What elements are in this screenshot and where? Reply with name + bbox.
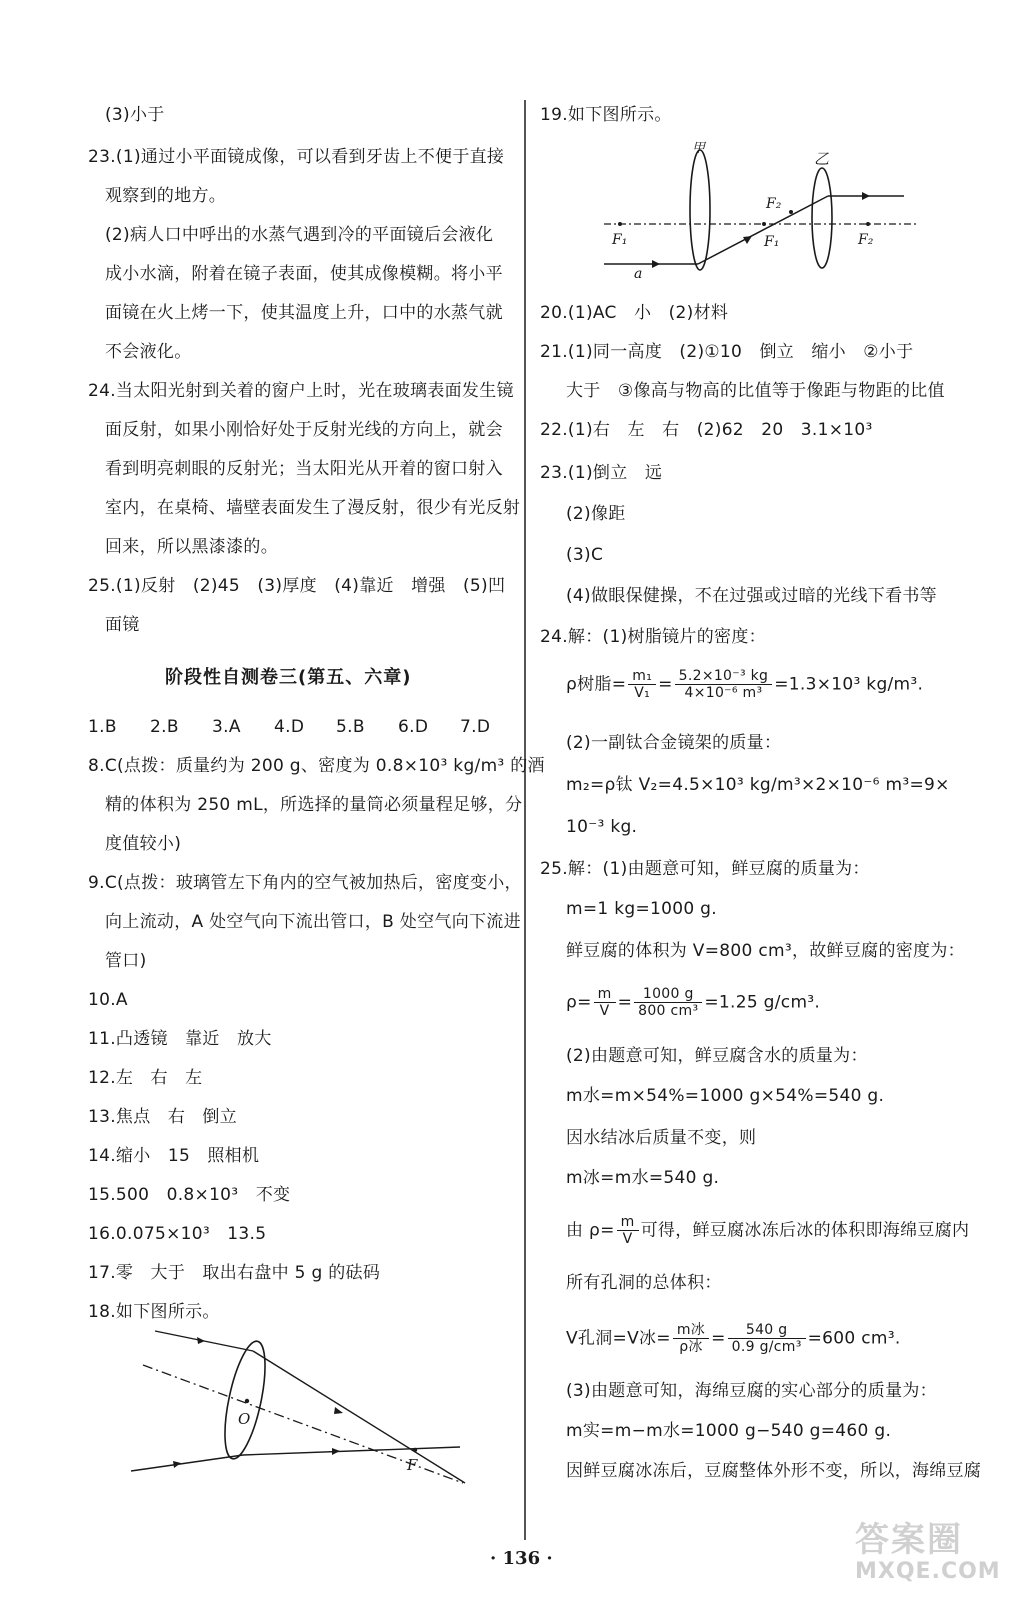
arrow-marker xyxy=(334,1407,343,1414)
focus-point xyxy=(762,222,766,226)
mcq-2: 2.B xyxy=(150,717,179,737)
mcq-6: 6.D xyxy=(398,717,429,737)
section-title: 阶段性自测卷三(第五、六章) xyxy=(165,667,412,688)
fraction-numerator: 1000 g xyxy=(634,986,702,1003)
label-f1-left: F₁ xyxy=(612,232,628,248)
figure-18-lens-diagram xyxy=(125,1325,470,1485)
fraction xyxy=(728,1322,806,1355)
answer-q17: 17.零 大于 取出右盘中 5 g 的砝码 xyxy=(88,1263,381,1283)
label-a: a xyxy=(634,266,643,282)
answer-line: 向上流动，A 处空气向下流出管口，B 处空气向下流进 xyxy=(105,912,521,932)
label-yi: 乙 xyxy=(814,150,830,168)
formula-lhs: V孔洞=V冰= xyxy=(566,1328,671,1349)
arrow-marker xyxy=(862,192,870,200)
ray-bottom xyxy=(131,1455,243,1471)
watermark-text: 答案圈 xyxy=(855,1520,963,1560)
answer-line: 因水结冰后质量不变，则 xyxy=(566,1128,757,1148)
answer-q24: 24.解：(1)树脂镜片的密度： xyxy=(540,627,766,647)
fraction-numerator: m xyxy=(594,986,616,1003)
answer-line: 看到明亮刺眼的反射光；当太阳光从开着的窗口射入 xyxy=(105,459,503,479)
fraction xyxy=(628,668,656,701)
answer-q10: 10.A xyxy=(88,990,128,1010)
answer-line: 面反射，如果小刚恰好处于反射光线的方向上，就会 xyxy=(105,420,503,440)
label-f2-top: F₂ xyxy=(766,196,782,212)
column-divider xyxy=(524,100,526,1540)
watermark-logo xyxy=(855,1520,1025,1590)
answer-q19: 19.如下图所示。 xyxy=(540,105,672,125)
ray-top-refracted xyxy=(253,1351,465,1483)
answer-line: m₂=ρ钛 V₂=4.5×10³ kg/m³×2×10⁻⁶ m³=9× xyxy=(566,775,950,795)
answer-q8: 8.C(点拨：质量约为 200 g、密度为 0.8×10³ kg/m³ 的酒 xyxy=(88,756,545,776)
label-f1-mid: F₁ xyxy=(764,234,780,250)
answer-line: 大于 ③像高与物高的比值等于像距与物距的比值 xyxy=(566,381,945,401)
fraction-denominator: V xyxy=(599,1003,610,1019)
answer-line: (2)一副钛合金镜架的质量： xyxy=(566,733,782,753)
answer-line: m水=m×54%=1000 g×54%=540 g. xyxy=(566,1086,885,1106)
watermark-url: MXQE.COM xyxy=(855,1559,1001,1584)
answer-q13: 13.焦点 右 倒立 xyxy=(88,1107,238,1127)
answer-line: 鲜豆腐的体积为 V=800 cm³，故鲜豆腐的密度为： xyxy=(566,941,965,961)
fraction-denominator: ρ冰 xyxy=(679,1339,703,1355)
formula-lhs: ρ树脂= xyxy=(566,674,627,695)
lens-yi xyxy=(812,168,832,268)
answer-line: 成小水滴，附着在镜子表面，使其成像模糊。将小平 xyxy=(105,264,503,284)
answer-line: (2)病人口中呼出的水蒸气遇到冷的平面镜后会液化 xyxy=(105,225,494,245)
answer-q25: 25.(1)反射 (2)45 (3)厚度 (4)靠近 增强 (5)凹 xyxy=(88,576,506,596)
mcq-answers xyxy=(88,716,522,738)
formula-density-inline xyxy=(566,1214,969,1247)
focus-point xyxy=(618,222,622,226)
fraction-numerator: m₁ xyxy=(628,668,656,685)
label-jia: 甲 xyxy=(692,141,706,156)
mcq-4: 4.D xyxy=(274,717,305,737)
answer-line: 管口) xyxy=(105,951,147,971)
convex-lens xyxy=(217,1338,273,1462)
fraction xyxy=(675,668,773,701)
answer-q22: 22.(1)右 左 右 (2)62 20 3.1×10³ xyxy=(540,420,873,440)
answer-q9: 9.C(点拨：玻璃管左下角内的空气被加热后，密度变小， xyxy=(88,873,522,893)
answer-q16: 16.0.075×10³ 13.5 xyxy=(88,1224,267,1244)
answer-line: 面镜在火上烤一下，使其温度上升，口中的水蒸气就 xyxy=(105,303,503,323)
ray-bottom-refracted xyxy=(243,1447,460,1455)
fraction-denominator: 0.9 g/cm³ xyxy=(731,1339,802,1355)
fraction-numerator: 5.2×10⁻³ kg xyxy=(675,668,773,685)
label-F: F xyxy=(407,1456,418,1474)
mcq-5: 5.B xyxy=(336,717,365,737)
formula-result: =600 cm³. xyxy=(807,1328,901,1349)
answer-q15: 15.500 0.8×10³ 不变 xyxy=(88,1185,291,1205)
optical-center-point xyxy=(245,1399,249,1403)
page-number: · 136 · xyxy=(490,1548,553,1569)
answer-q25: 25.解：(1)由题意可知，鲜豆腐的质量为： xyxy=(540,859,870,879)
answer-line: 所有孔洞的总体积： xyxy=(566,1273,722,1293)
answer-line: 回来，所以黑漆漆的。 xyxy=(105,537,278,557)
answer-line: (2)由题意可知，鲜豆腐含水的质量为： xyxy=(566,1046,868,1066)
answer-q18: 18.如下图所示。 xyxy=(88,1302,220,1322)
mcq-7: 7.D xyxy=(460,717,491,737)
formula-hole-volume: V孔洞=V冰= $\frac{\text{m冰}}{\text{ρ冰}}$ = $\frac{540 g}{\text{0.9 g/cm³}}$ =600 cm³. xyxy=(566,1322,901,1355)
arrow-marker xyxy=(197,1337,205,1344)
fraction-denominator: V xyxy=(622,1231,633,1247)
formula-text: 由 ρ= xyxy=(566,1220,615,1241)
focus-point xyxy=(413,1448,417,1452)
lens-jia xyxy=(690,150,710,270)
answer-line: (3)小于 xyxy=(105,105,165,125)
focus-point xyxy=(866,222,870,226)
answer-line: m冰=m水=540 g. xyxy=(566,1168,720,1188)
answer-line: m=1 kg=1000 g. xyxy=(566,899,717,919)
answer-line: 室内，在桌椅、墙壁表面发生了漫反射，很少有光反射 xyxy=(105,498,521,518)
answer-line: 观察到的地方。 xyxy=(105,186,227,206)
answer-line: 因鲜豆腐冰冻后，豆腐整体外形不变，所以，海绵豆腐 xyxy=(566,1461,982,1481)
formula-result: =1.25 g/cm³. xyxy=(704,992,821,1013)
formula-text: 可得，鲜豆腐冰冻后冰的体积即海绵豆腐内 xyxy=(640,1220,970,1241)
answer-line: (2)像距 xyxy=(566,504,626,524)
ray-a-middle xyxy=(698,196,828,264)
answer-q23: 23.(1)通过小平面镜成像，可以看到牙齿上不便于直接 xyxy=(88,147,505,167)
answer-line: (3)由题意可知，海绵豆腐的实心部分的质量为： xyxy=(566,1381,937,1401)
formula-resin-density: ρ树脂= $\frac{\text{m₁}}{\text{V₁}}$ = $\frac{\text{5.2×10⁻³ kg}}{\text{4×10⁻⁶ m³}}$ =1.3×10³ kg/m³. xyxy=(566,668,924,701)
answer-q23: 23.(1)倒立 远 xyxy=(540,463,663,483)
formula-lhs: ρ= xyxy=(566,992,592,1013)
fraction xyxy=(617,1214,639,1247)
answer-line: 度值较小) xyxy=(105,834,182,854)
fraction xyxy=(594,986,616,1019)
fraction-denominator: 4×10⁻⁶ m³ xyxy=(684,685,763,701)
answer-line: 精的体积为 250 mL，所选择的量筒必须量程足够，分 xyxy=(105,795,523,815)
answer-line: (4)做眼保健操，不在过强或过暗的光线下看书等 xyxy=(566,586,937,606)
fraction-denominator: V₁ xyxy=(634,685,651,701)
figure-19-two-lens-diagram xyxy=(600,138,930,283)
formula-result: =1.3×10³ kg/m³. xyxy=(774,674,924,695)
answer-q12: 12.左 右 左 xyxy=(88,1068,203,1088)
fraction xyxy=(634,986,702,1019)
focus-point xyxy=(789,210,793,214)
formula-tofu-density: ρ= $\frac{m}{V}$ = $\frac{1000 g}{\text{800 cm³}}$ =1.25 g/cm³. xyxy=(566,986,821,1019)
mcq-1: 1.B xyxy=(88,717,117,737)
mcq-3: 3.A xyxy=(212,717,241,737)
answer-q20: 20.(1)AC 小 (2)材料 xyxy=(540,303,729,323)
answer-q21: 21.(1)同一高度 (2)①10 倒立 缩小 ②小于 xyxy=(540,342,914,362)
fraction-numerator: 540 g xyxy=(728,1322,806,1339)
fraction xyxy=(673,1322,709,1355)
answer-q11: 11.凸透镜 靠近 放大 xyxy=(88,1029,272,1049)
fraction-numerator: m xyxy=(617,1214,639,1231)
answer-q24: 24.当太阳光射到关着的窗户上时，光在玻璃表面发生镜 xyxy=(88,381,514,401)
label-O: O xyxy=(238,1410,251,1428)
answer-line: m实=m−m水=1000 g−540 g=460 g. xyxy=(566,1421,892,1441)
answer-line: (3)C xyxy=(566,545,604,565)
fraction-numerator: m冰 xyxy=(673,1322,709,1339)
answer-q14: 14.缩小 15 照相机 xyxy=(88,1146,260,1166)
arrow-marker xyxy=(332,1448,340,1455)
arrow-marker xyxy=(652,260,660,268)
answer-line: 面镜 xyxy=(105,615,140,635)
fraction-denominator: 800 cm³ xyxy=(638,1003,699,1019)
answer-line: 不会液化。 xyxy=(105,342,192,362)
label-f2-right: F₂ xyxy=(858,232,874,248)
answer-line: 10⁻³ kg. xyxy=(566,817,638,837)
